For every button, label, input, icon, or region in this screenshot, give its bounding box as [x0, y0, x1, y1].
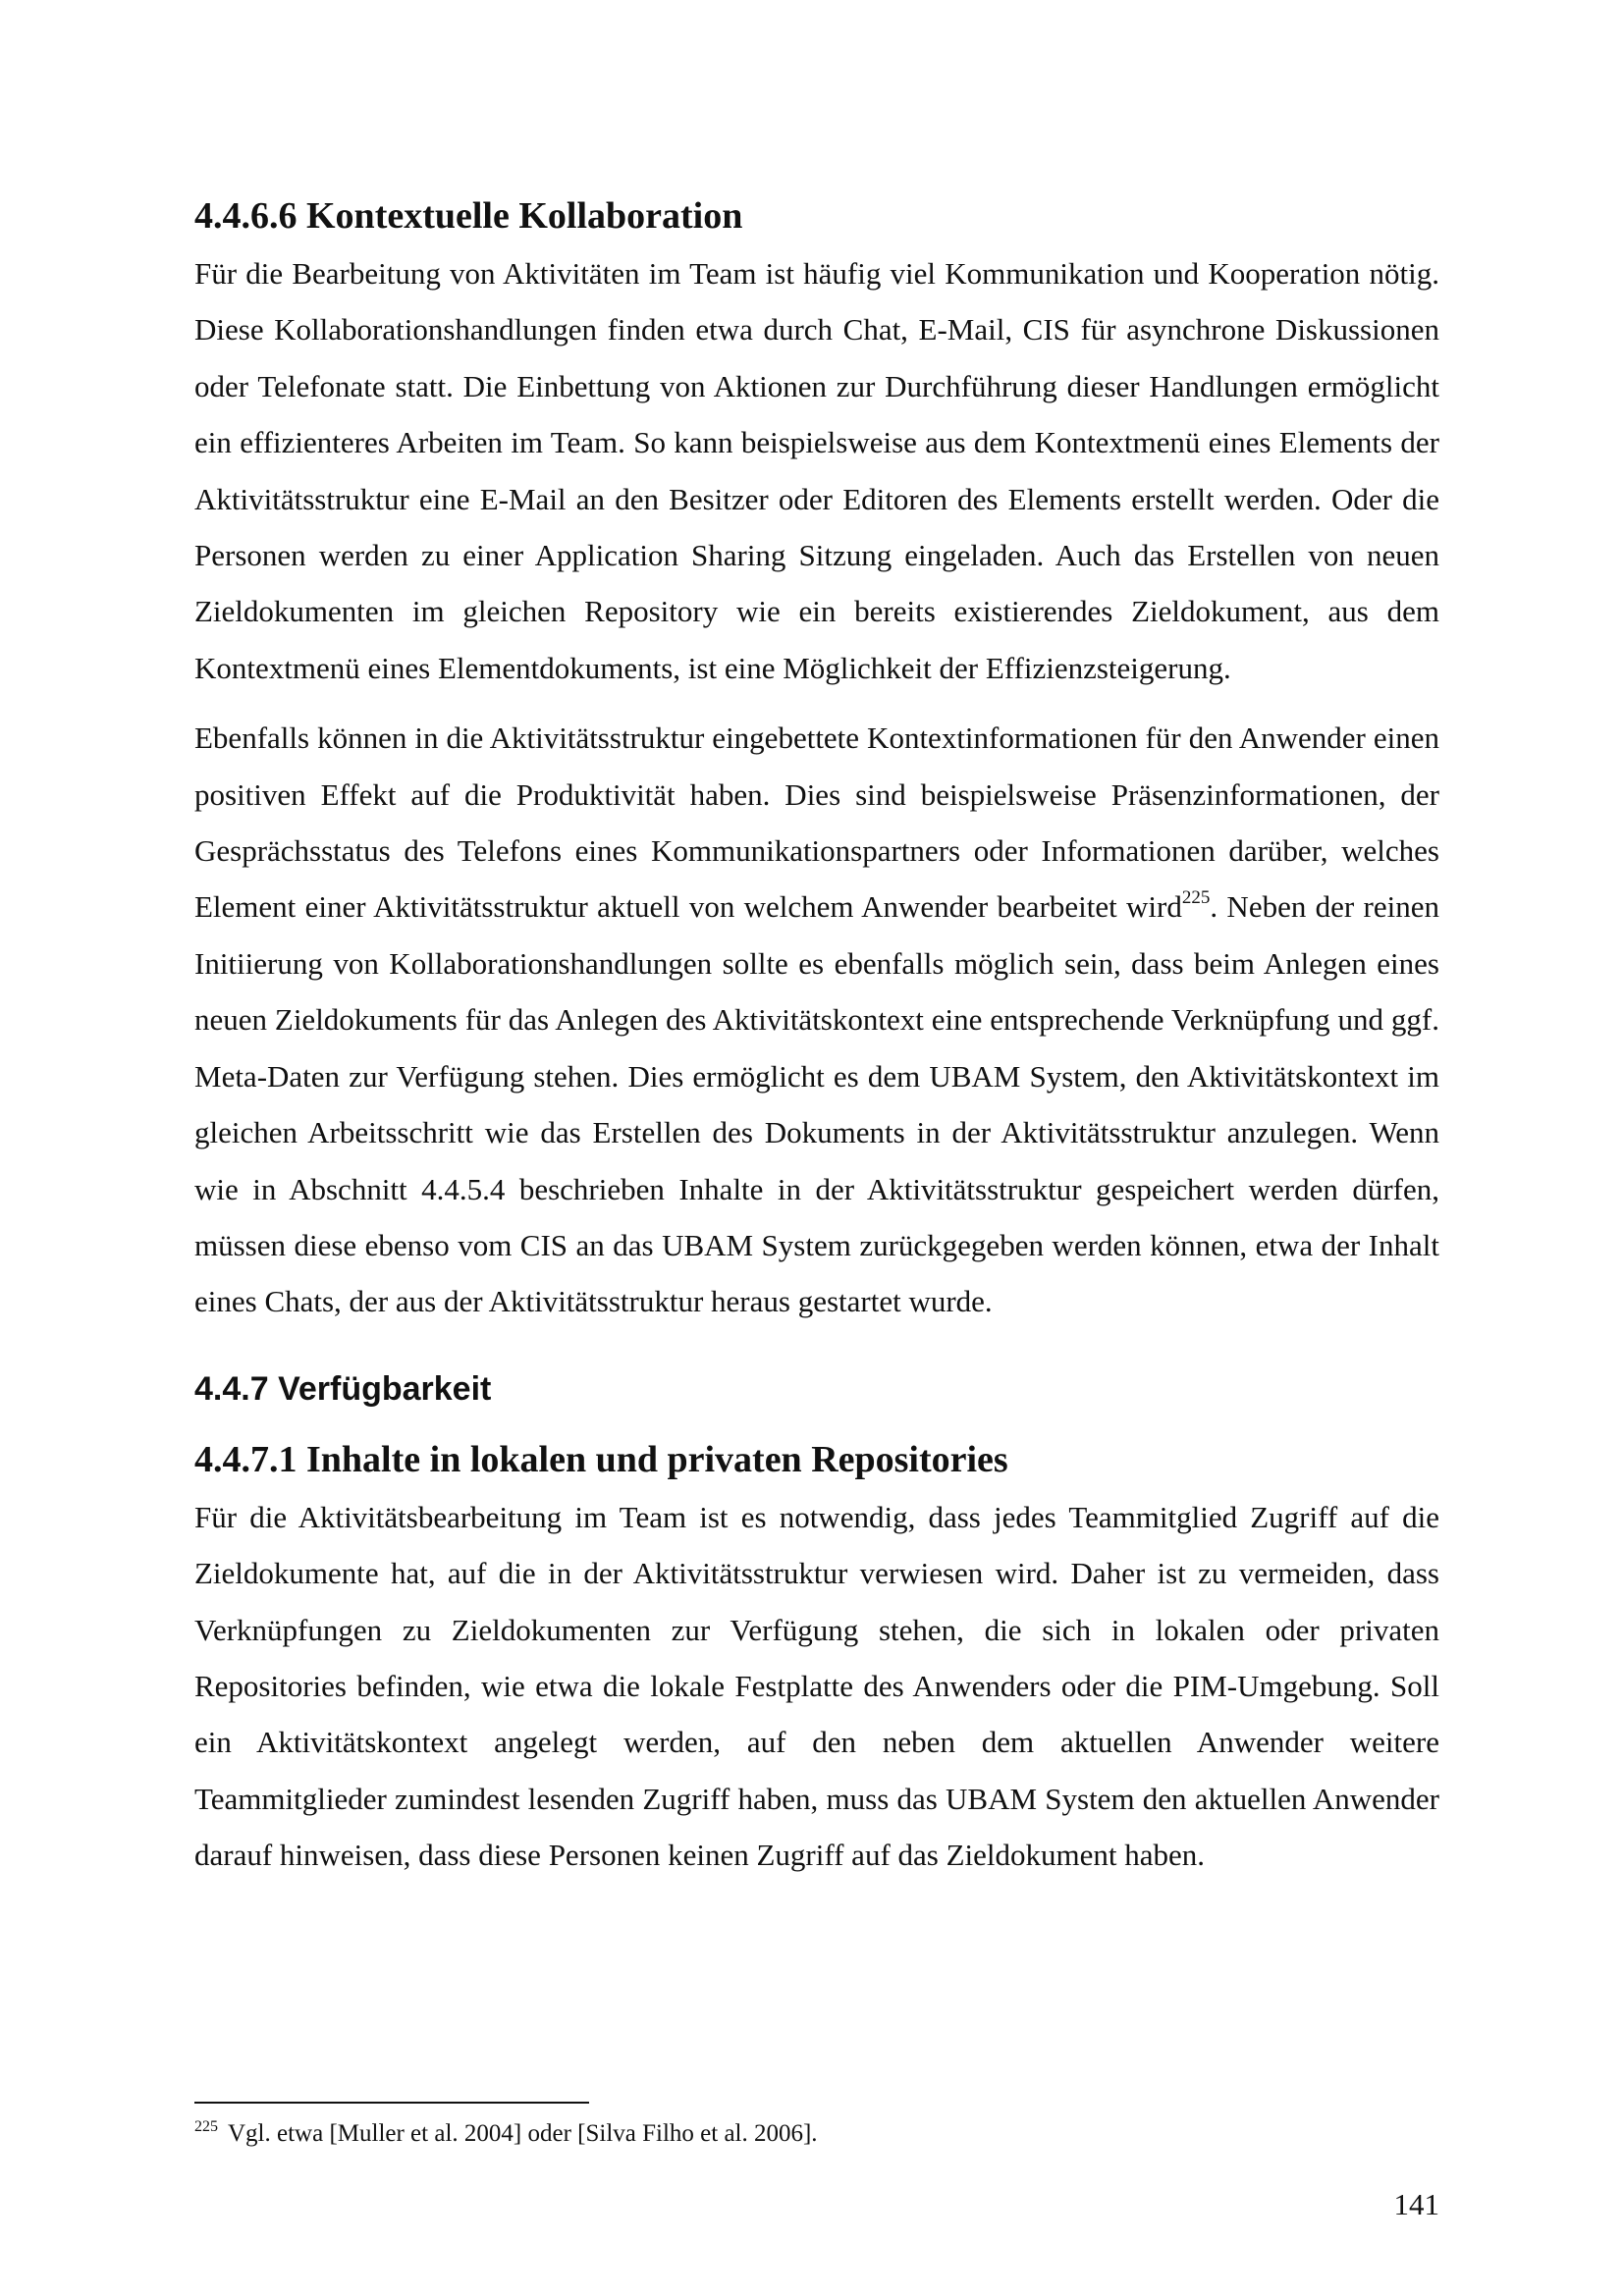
footnote-225 — [194, 2118, 818, 2150]
page-content — [194, 187, 1439, 1884]
heading-4-4-6-6: 4.4.6.6 Kontextuelle Kollaboration — [194, 195, 743, 237]
paragraph-text-after-footnote: . Neben der reinen Initiierung von Kollaborationshandlungen sollte es ebenfalls möglich sein, dass beim Anlegen eines neuen Zieldokuments für das Anlegen des Aktivitätskontext eine entsprechende Verknüpfung und ggf. Meta-Daten zur Verfügung stehen. Dies ermöglicht es dem UBAM System, den Aktivitätskontext im gleichen Arbeitsschritt wie das Erstellen des Dokuments in der Aktivitätsstruktur anzulegen. Wenn wie in Abschnitt 4.4.5.4 beschrieben Inhalte in der Aktivitätsstruktur gespeichert werden dürfen, müssen diese ebenso vom CIS an das UBAM System zurückgegeben werden können, etwa der Inhalt eines Chats, der aus der Aktivitätsstruktur heraus gestartet wurde. — [194, 889, 1439, 1319]
footnote-text: Vgl. etwa [Muller et al. 2004] oder [Silva Filho et al. 2006]. — [228, 2120, 818, 2147]
footnote-reference-225[interactable]: 225 — [1181, 887, 1211, 909]
paragraph-text-before-footnote: Ebenfalls können in die Aktivitätsstruktur eingebettete Kontextinformationen für den Anwender einen positiven Effekt auf die Produktivität haben. Dies sind beispielsweise Präsenzinformationen, der Gesprächsstatus des Telefons eines Kommunikationspartners oder Informationen darüber, welches Element einer Aktivitätsstruktur aktuell von welchem Anwender bearbeitet wird — [194, 721, 1439, 925]
heading-4-4-7-1: 4.4.7.1 Inhalte in lokalen und privaten Repositories — [194, 1438, 1008, 1480]
paragraph-repositories: Für die Aktivitätsbearbeitung im Team ist es notwendig, dass jedes Teammitglied Zugriff auf die Zieldokumente hat, auf die in der Aktivitätsstruktur verwiesen wird. Daher ist zu vermeiden, dass Verknüpfungen zu Zieldokumenten zur Verfügung stehen, die sich in lokalen oder privaten Repositories befinden, wie etwa die lokale Festplatte des Anwenders oder die PIM-Umgebung. Soll ein Aktivitätskontext angelegt werden, auf den neben dem aktuellen Anwender weitere Teammitglieder zumindest lesenden Zugriff haben, muss das UBAM System den aktuellen Anwender darauf hinweisen, dass diese Personen keinen Zugriff auf das Zieldokument haben. — [194, 1499, 1439, 1873]
heading-4-4-7: 4.4.7 Verfügbarkeit — [194, 1369, 492, 1408]
page-number: 141 — [1393, 2187, 1439, 2221]
footnote-number: 225 — [194, 2118, 218, 2136]
paragraph-kollaboration-1: Für die Bearbeitung von Aktivitäten im Team ist häufig viel Kommunikation und Kooperation nötig. Diese Kollaborationshandlungen finden etwa durch Chat, E-Mail, CIS für asynchrone Diskussionen oder Telefonate statt. Die Einbettung von Aktionen zur Durchführung dieser Handlungen ermöglicht ein effizienteres Arbeiten im Team. So kann beispielsweise aus dem Kontextmenü eines Elements der Aktivitätsstruktur eine E-Mail an den Besitzer oder Editoren des Elements erstellt werden. Oder die Personen werden zu einer Application Sharing Sitzung eingeladen. Auch das Erstellen von neuen Zieldokumenten im gleichen Repository wie ein bereits existierendes Zieldokument, aus dem Kontextmenü eines Elementdokuments, ist eine Möglichkeit der Effizienzsteigerung. — [194, 256, 1439, 685]
paragraph-kollaboration-2 — [194, 710, 1439, 1329]
footnote-separator — [194, 2102, 589, 2104]
